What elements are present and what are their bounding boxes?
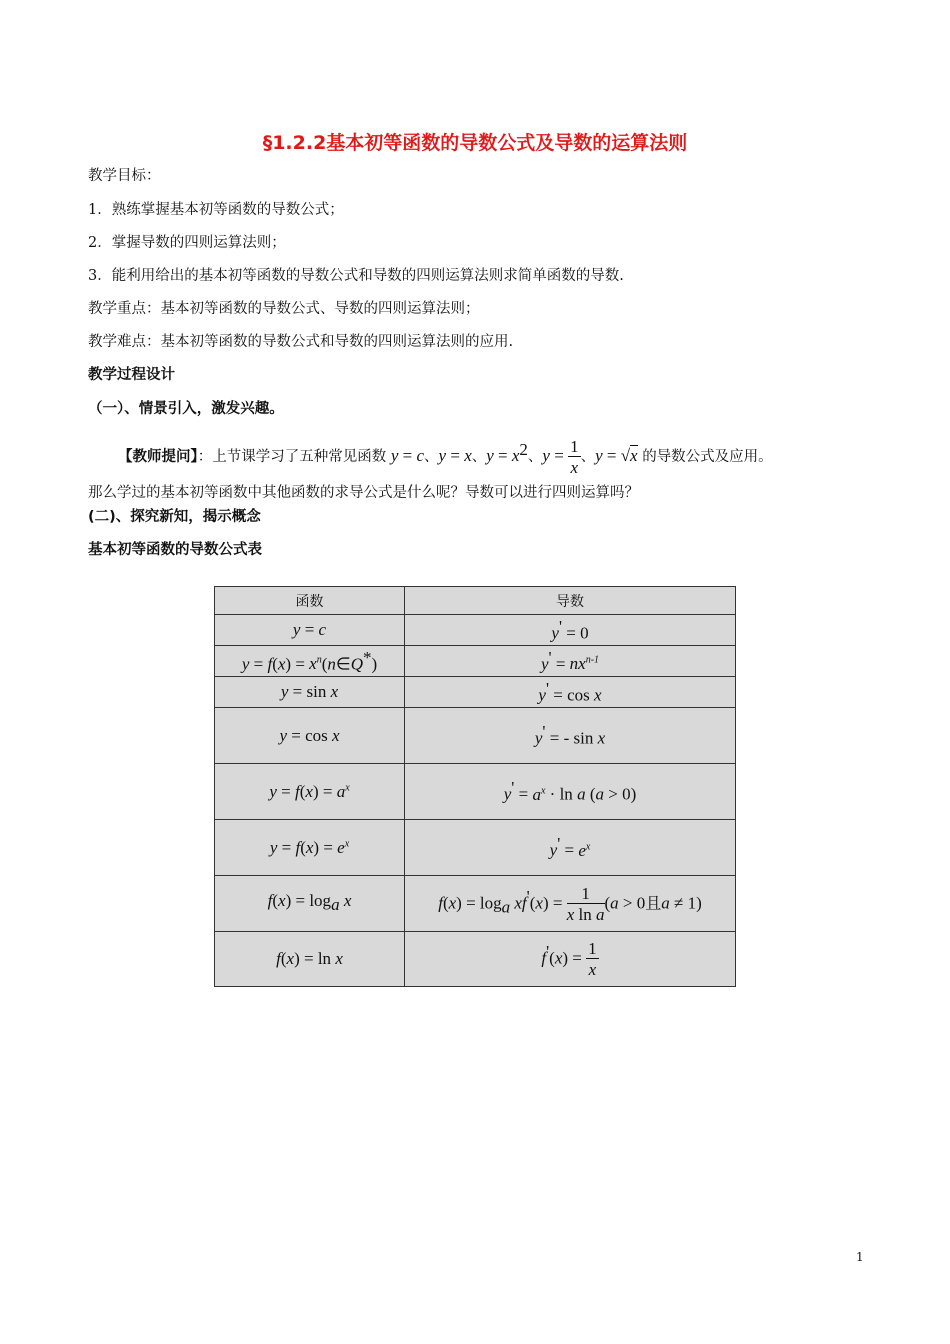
teacher-question-label: 【教师提问】 [118, 448, 198, 465]
objective-item-2: 2．掌握导数的四则运算法则； [88, 235, 286, 251]
derivative-cell: $y' = a^x \cdot \ln a$ (a > 0) [405, 764, 736, 820]
table-header-row [215, 587, 736, 615]
page-title: §1.2.2基本初等函数的导数公式及导数的运算法则 [262, 132, 688, 154]
derivative-cell: $y' = e^x$ [405, 820, 736, 876]
table-row [215, 764, 736, 820]
derivative-cell: y' = - sin x [405, 708, 736, 764]
derivative-cell: $y' = nx^{n-1}$ [405, 646, 736, 677]
process-heading: 教学过程设计 [88, 367, 175, 383]
objective-item-1: 1．熟练掌握基本初等函数的导数公式； [88, 202, 344, 218]
header-derivative: 导数 [405, 587, 736, 615]
section2-heading: (二)、探究新知，揭示概念 [88, 509, 261, 525]
objectives-heading: 教学目标： [88, 168, 161, 184]
header-function: 函数 [215, 587, 405, 615]
key-point: 教学重点：基本初等函数的导数公式、导数的四则运算法则； [88, 301, 480, 317]
objective-item-3: 3．能利用给出的基本初等函数的导数公式和导数的四则运算法则求简单函数的导数. [88, 268, 624, 284]
function-cell: $y = f(x) = e^x$ [215, 820, 405, 876]
table-row [215, 876, 736, 932]
teacher-question-suffix: 的导数公式及应用。 [642, 448, 773, 465]
table-row [215, 932, 736, 987]
table-row [215, 615, 736, 646]
table-row [215, 820, 736, 876]
function-cell: $f(x) = \log_a x$ [215, 876, 405, 932]
difficulty: 教学难点：基本初等函数的导数公式和导数的四则运算法则的应用. [88, 334, 514, 350]
derivative-cell: f'(x) = $\frac{1}{x}$ [405, 932, 736, 987]
table-row [215, 646, 736, 677]
example-functions: y = c、y = x、$y = x^2$、y = $\frac{1}{x}$ 、y = √x [390, 436, 638, 477]
derivative-cell: y' = 0 [405, 615, 736, 646]
teacher-question [118, 428, 773, 479]
function-cell: $y = f(x) = x^n(n\in Q^*)$ [215, 646, 405, 677]
teacher-question-prefix: ：上节课学习了五种常见函数 [197, 448, 387, 465]
table-title: 基本初等函数的导数公式表 [88, 542, 262, 558]
function-cell: f(x) = ln x [215, 932, 405, 987]
table-row [215, 677, 736, 708]
derivative-cell: $f(x) = \log_a xf'(x)$ = $\frac{1}{\text{x ln a}}$ (a > 0且a ≠ 1) [405, 876, 736, 932]
function-cell: y = cos x [215, 708, 405, 764]
table-row [215, 708, 736, 764]
section1-heading: （一）、情景引入，激发兴趣。 [88, 401, 284, 417]
derivative-formula-table [214, 586, 736, 987]
function-cell: y = sin x [215, 677, 405, 708]
teacher-question-line2: 那么学过的基本初等函数中其他函数的求导公式是什么呢？导数可以进行四则运算吗？ [88, 485, 639, 501]
function-cell: y = c [215, 615, 405, 646]
function-cell: $y = f(x) = a^x$ [215, 764, 405, 820]
derivative-cell: y' = cos x [405, 677, 736, 708]
page-number: 1 [856, 1250, 864, 1264]
